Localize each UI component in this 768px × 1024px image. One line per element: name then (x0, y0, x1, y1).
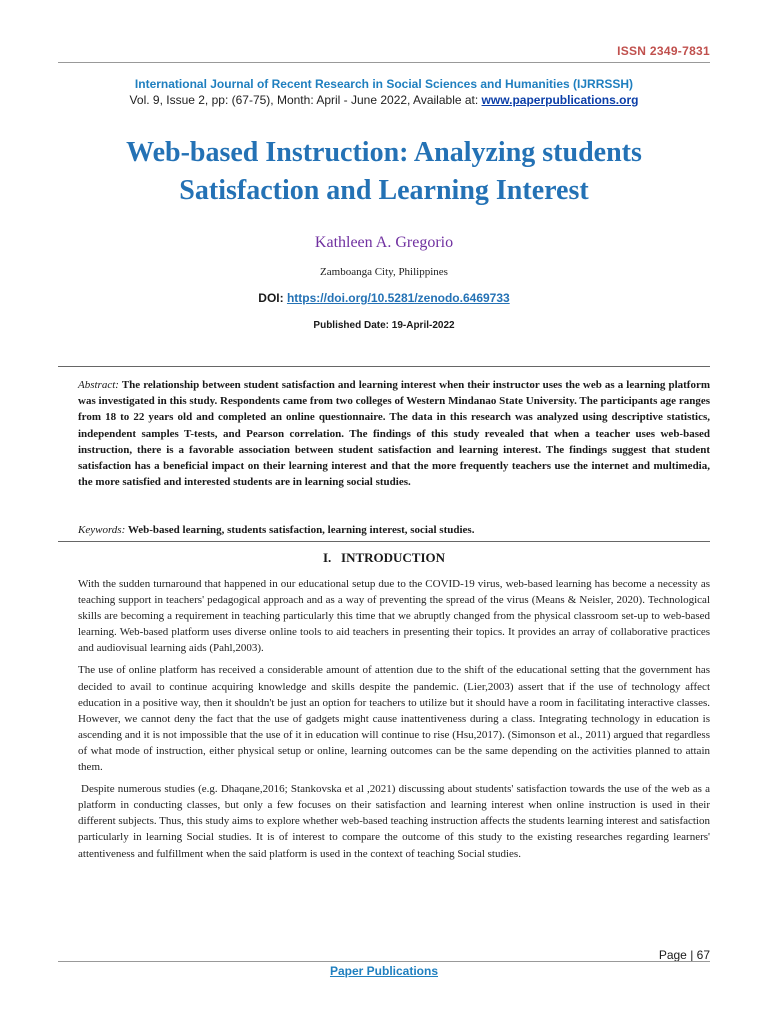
publisher-link[interactable]: Paper Publications (329, 964, 439, 978)
doi-link[interactable]: https://doi.org/10.5281/zenodo.6469733 (286, 291, 510, 305)
paper-title (60, 134, 708, 210)
abstract-top-divider (58, 366, 710, 367)
footer-divider (58, 961, 710, 962)
header-divider (58, 62, 710, 63)
journal-name: International Journal of Recent Research in Social Sciences and Humanities (IJRRSSH) (134, 77, 634, 91)
paragraph-3: Despite numerous studies (e.g. Dhaqane,2016; Stankovska et al ,2021) discussing about students' satisfaction towards the use of the web as a platform in conducting classes, but only a few focuses on their satisfaction and learning interest when online instruction is used in their different subjects. Thus, this study aims to explore whether web-based teaching instruction affects the students learning interest and satisfaction particularly in learning Social studies. It is of interest to compare the outcome of this study to the existing researches regarding learners' attentiveness and fulfillment when the said platform is used in the context of teaching Social studies. (78, 783, 710, 860)
doi-line (0, 291, 768, 305)
abstract-bottom-divider (58, 541, 710, 542)
published-date: Published Date: 19-April-2022 (313, 320, 455, 331)
intro-body (78, 576, 710, 868)
author-name: Kathleen A. Gregorio (314, 234, 454, 251)
doi-label: DOI: (258, 291, 287, 305)
abstract-text: The relationship between student satisfaction and learning interest when their instructor uses the web as a learning platform was investigated in this study. Respondents came from two colleges of Western Mindanao State University. The participants age ranges from 18 to 22 years old and completed an online questionnaire. The data in this research was analyzed using descriptive statistics, independent samples T-tests, and Pearson correlation. The findings of this study revealed that when a teacher uses web-based instruction, there is a favorable association between student satisfaction and learning interest. The findings suggest that student satisfaction has a beneficial impact on their learning interest and that the more frequently teachers use the internet and multimedia, the more satisfied and interested students are in learning social studies. (78, 379, 710, 489)
issn-label: ISSN 2349-7831 (617, 44, 710, 58)
website-link[interactable]: www.paperpublications.org (481, 93, 639, 107)
page-number: Page | 67 (658, 948, 710, 962)
title-line-2: Satisfaction and Learning Interest (179, 175, 589, 206)
paragraph-1: With the sudden turnaround that happened in our educational setup due to the COVID-19 virus, web-based learning has become a necessity as teaching support in teachers' pedagogical approach and as a way of preventing the spread of the virus (Means & Neisler, 2020). Technological skills are becoming a requirement in teaching particularly this time that we abruptly changed from the physical classroom set-up to web-based learning. Web-based platform uses diverse online tools to aid teachers in presenting their topics. It provides an array of collaborative practices and audiovisual learning aids (Pahl,2003). (78, 578, 710, 655)
abstract-label: Abstract: (78, 379, 119, 391)
abstract-block (78, 377, 710, 490)
section-heading: I. INTRODUCTION (322, 550, 446, 565)
keywords-label: Keywords: (78, 524, 126, 536)
paragraph-2: The use of online platform has received a considerable amount of attention due to the shift of the educational setting that the government has decided to avail to continue acquiring knowledge and skills despite the pandemic. (Lier,2003) assert that if the use of technology affect education in a positive way, then it shouldn't be just an option for teachers to utilize but it should have a room in facilitating interactive classes. However, we cannot deny the fact that the use of gadgets might cause inattentiveness during a class. Integrating technology in education is ascending and it is not impossible that the use of it in education will continue to rise (Hsu,2017). (Simonson et al., 2011) argued that regardless of what mode of instruction, either physical setup or online, learning outcomes can be the same depending on the activities planned to attain them. (78, 664, 710, 774)
keywords-block (78, 522, 710, 538)
keywords-text: Web-based learning, students satisfaction, learning interest, social studies. (127, 524, 475, 536)
affiliation: Zamboanga City, Philippines (320, 266, 448, 278)
title-line-1: Web-based Instruction: Analyzing students (126, 137, 642, 168)
issue-info (0, 93, 768, 107)
issue-details: Vol. 9, Issue 2, pp: (67-75), Month: April - June 2022, Available at: (129, 93, 482, 107)
